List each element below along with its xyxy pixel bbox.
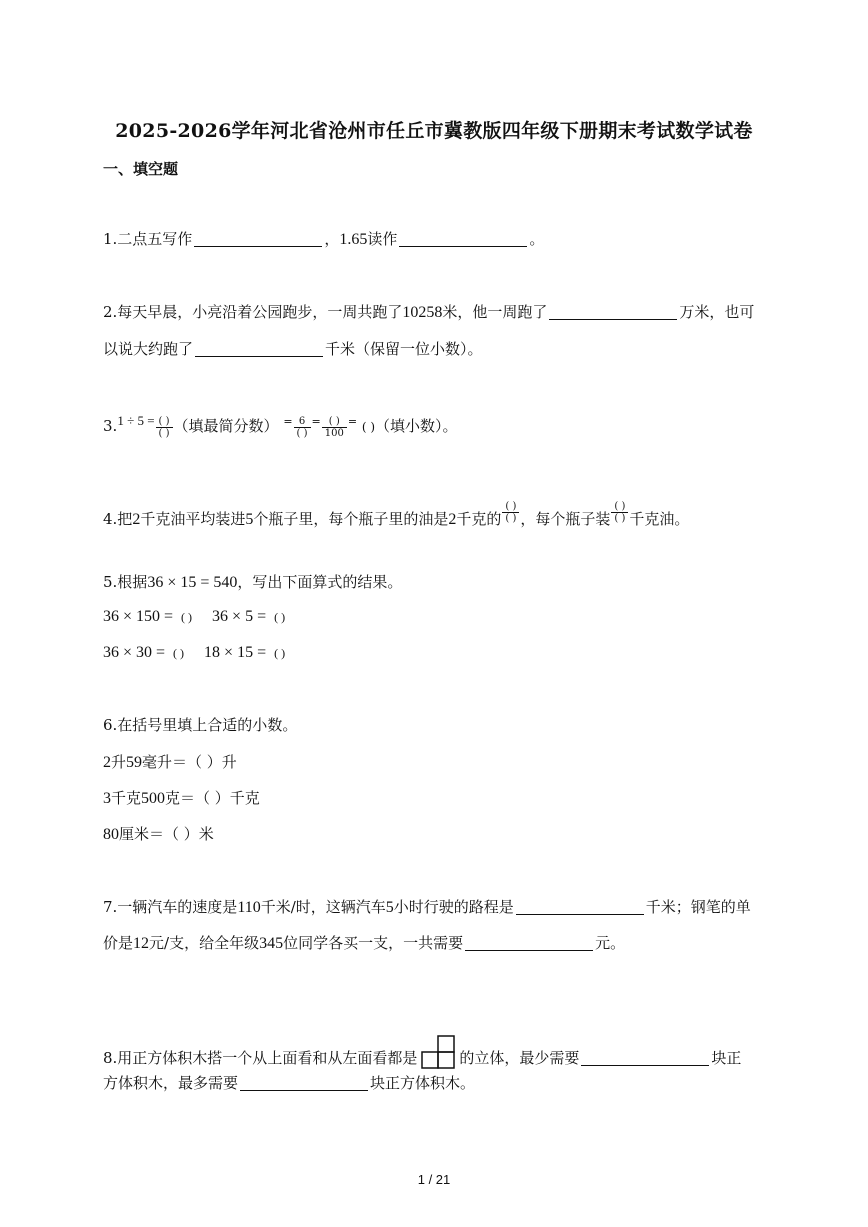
q3-fraction-3[interactable] xyxy=(322,416,347,439)
q4-frac2-num: ( ) xyxy=(611,501,628,513)
q3-frac2-num: 6 xyxy=(294,416,311,428)
q3-eq-3: = xyxy=(347,415,358,428)
question-8-line-1 xyxy=(103,1035,741,1074)
q7-text-f: 千米；钢笔的单 xyxy=(645,898,751,916)
q5-row2-expr-1: 36 × 30 = xyxy=(103,644,166,661)
q7-text-l: 元。 xyxy=(595,934,626,952)
q3-frac3-den: 100 xyxy=(324,427,344,439)
q5-row2-expr-2: 18 × 15 = xyxy=(204,644,267,661)
q3-fraction-1[interactable] xyxy=(156,416,173,439)
q7-text-g: 价是 xyxy=(103,934,134,952)
q7-num-2: 5 xyxy=(385,899,394,916)
q7-blank-2[interactable] xyxy=(465,934,593,951)
q7-num-3: 12 xyxy=(133,935,150,952)
q8-text-c: 块正 xyxy=(711,1049,742,1067)
q2-blank-1[interactable] xyxy=(549,303,677,320)
question-7-line-1 xyxy=(103,897,751,918)
q6-l2-text-2: 克＝（ ）千克 xyxy=(165,789,260,807)
q4-frac1-num: ( ) xyxy=(502,501,519,513)
question-4 xyxy=(103,501,689,530)
q8-text-d: 方体积木，最多需要 xyxy=(103,1074,239,1092)
q3-frac3-num: ( ) xyxy=(322,416,347,428)
q8-text-b: 的立体，最少需要 xyxy=(459,1049,580,1067)
q7-text-k: 位同学各买一支，一共需要 xyxy=(283,934,464,952)
q6-line-3 xyxy=(103,824,214,845)
q3-expression: 1 ÷ 5 = xyxy=(117,413,155,428)
q5-row1-blank-2[interactable]: ( ) xyxy=(274,610,286,624)
q7-text-e: 小时行驶的路程是 xyxy=(393,898,514,916)
cube-view-icon xyxy=(421,1035,455,1074)
q7-num-1: 110 xyxy=(237,899,261,916)
q5-row-1 xyxy=(103,607,285,627)
q5-row2-blank-1[interactable]: ( ) xyxy=(173,646,185,660)
q5-equation: 36 × 15 = 540 xyxy=(147,574,238,591)
q4-num-1: 2 xyxy=(132,511,141,528)
question-2-line-2 xyxy=(103,339,483,359)
q8-text-a: 8.用正方体积木搭一个从上面看和从左面看都是 xyxy=(103,1049,418,1067)
q4-text-e: 个瓶子里，每个瓶子里的油是 xyxy=(253,510,449,528)
q2-text-c: 米，他一周跑了 xyxy=(442,303,548,321)
q6-l2-num-1: 3 xyxy=(103,790,111,807)
q2-text-a: 2.每天早晨，小亮沿着公园跑步，一周共跑了 xyxy=(103,303,403,321)
q1-text-e: 。 xyxy=(529,230,545,248)
q5-row1-expr-2: 36 × 5 = xyxy=(212,608,267,625)
q8-text-e: 块正方体积木。 xyxy=(370,1074,476,1092)
q3-text-i: （填小数）。 xyxy=(375,417,458,435)
q4-num-3: 2 xyxy=(448,511,457,528)
question-5 xyxy=(103,572,402,593)
q5-row-2 xyxy=(103,643,285,663)
q7-text-i: 元/支，给全年级 xyxy=(149,934,260,952)
q8-blank-1[interactable] xyxy=(581,1049,709,1066)
q5-row2-blank-2[interactable]: ( ) xyxy=(274,646,286,660)
q6-l1-num-1: 2 xyxy=(103,754,111,771)
q7-blank-1[interactable] xyxy=(516,898,644,915)
q3-text-c: （填最简分数） xyxy=(173,417,279,435)
q1-text-b: ， xyxy=(324,230,340,248)
q2-text-e: 以说大约跑了 xyxy=(103,340,194,358)
q3-eq-1: = xyxy=(283,415,293,428)
q3-eq-2: = xyxy=(311,415,321,428)
q6-l1-num-2: 59 xyxy=(126,754,143,771)
q4-frac2-den: ( ) xyxy=(614,513,626,524)
question-2-line-1 xyxy=(103,302,754,323)
q2-text-f: 千米（保留一位小数）。 xyxy=(325,340,483,358)
q7-num-4: 345 xyxy=(259,935,284,952)
q4-text-h: ，每个瓶子装 xyxy=(520,510,611,528)
q4-fraction-1[interactable] xyxy=(502,501,519,524)
q2-text-d: 万米，也可 xyxy=(679,303,755,321)
q1-text-a: 1.二点五写作 xyxy=(103,230,193,248)
q6-line-1 xyxy=(103,752,237,773)
q6-l2-num-2: 500 xyxy=(141,790,166,807)
q6-l1-text-1: 升 xyxy=(111,753,127,771)
q3-decimal-blank[interactable]: ( ) xyxy=(361,420,376,434)
q1-text-d: 读作 xyxy=(367,230,398,248)
q6-line-2 xyxy=(103,788,260,809)
question-8-line-2 xyxy=(103,1073,475,1093)
q6-l3-num-1: 80 xyxy=(103,826,119,843)
q4-text-c: 千克油平均装进 xyxy=(140,510,246,528)
question-1 xyxy=(103,229,544,250)
q4-frac1-den: ( ) xyxy=(505,513,517,524)
section-heading: 一、填空题 xyxy=(103,160,179,178)
q4-num-2: 5 xyxy=(245,511,254,528)
q5-text-a: 5.根据 xyxy=(103,573,148,591)
q2-number: 10258 xyxy=(402,304,443,321)
q1-blank-1[interactable] xyxy=(194,230,322,247)
q3-frac1-num: ( ) xyxy=(156,416,173,428)
q6-l2-text-1: 千克 xyxy=(111,789,142,807)
page-title: 2025-2026学年河北省沧州市任丘市冀教版四年级下册期末考试数学试卷 xyxy=(115,120,753,142)
question-3 xyxy=(103,411,458,439)
q5-text-c: ，写出下面算式的结果。 xyxy=(237,573,403,591)
question-7-line-2 xyxy=(103,933,625,954)
q3-text-a: 3. xyxy=(103,417,118,435)
q4-text-i: 千克油。 xyxy=(629,510,690,528)
question-6: 6.在括号里填上合适的小数。 xyxy=(103,716,298,734)
q8-blank-2[interactable] xyxy=(240,1074,368,1091)
q3-frac1-den: ( ) xyxy=(158,427,170,439)
q1-blank-2[interactable] xyxy=(399,230,527,247)
page-number: 1 / 21 xyxy=(417,1172,451,1187)
q5-row1-blank-1[interactable]: ( ) xyxy=(181,610,193,624)
q5-row1-expr-1: 36 × 150 = xyxy=(103,608,174,625)
q4-text-g: 千克的 xyxy=(456,510,502,528)
q4-text-a: 4.把 xyxy=(103,510,133,528)
q2-blank-2[interactable] xyxy=(195,340,323,357)
q6-l1-text-2: 毫升＝（ ）升 xyxy=(142,753,237,771)
q7-text-a: 7.一辆汽车的速度是 xyxy=(103,898,238,916)
q6-l3-text-1: 厘米＝（ ）米 xyxy=(119,825,214,843)
q3-fraction-2[interactable] xyxy=(294,416,311,439)
q4-fraction-2[interactable] xyxy=(611,501,628,524)
q3-frac2-den: ( ) xyxy=(296,427,308,439)
q1-number: 1.65 xyxy=(339,231,368,248)
q7-text-c: 千米/时，这辆汽车 xyxy=(260,898,386,916)
